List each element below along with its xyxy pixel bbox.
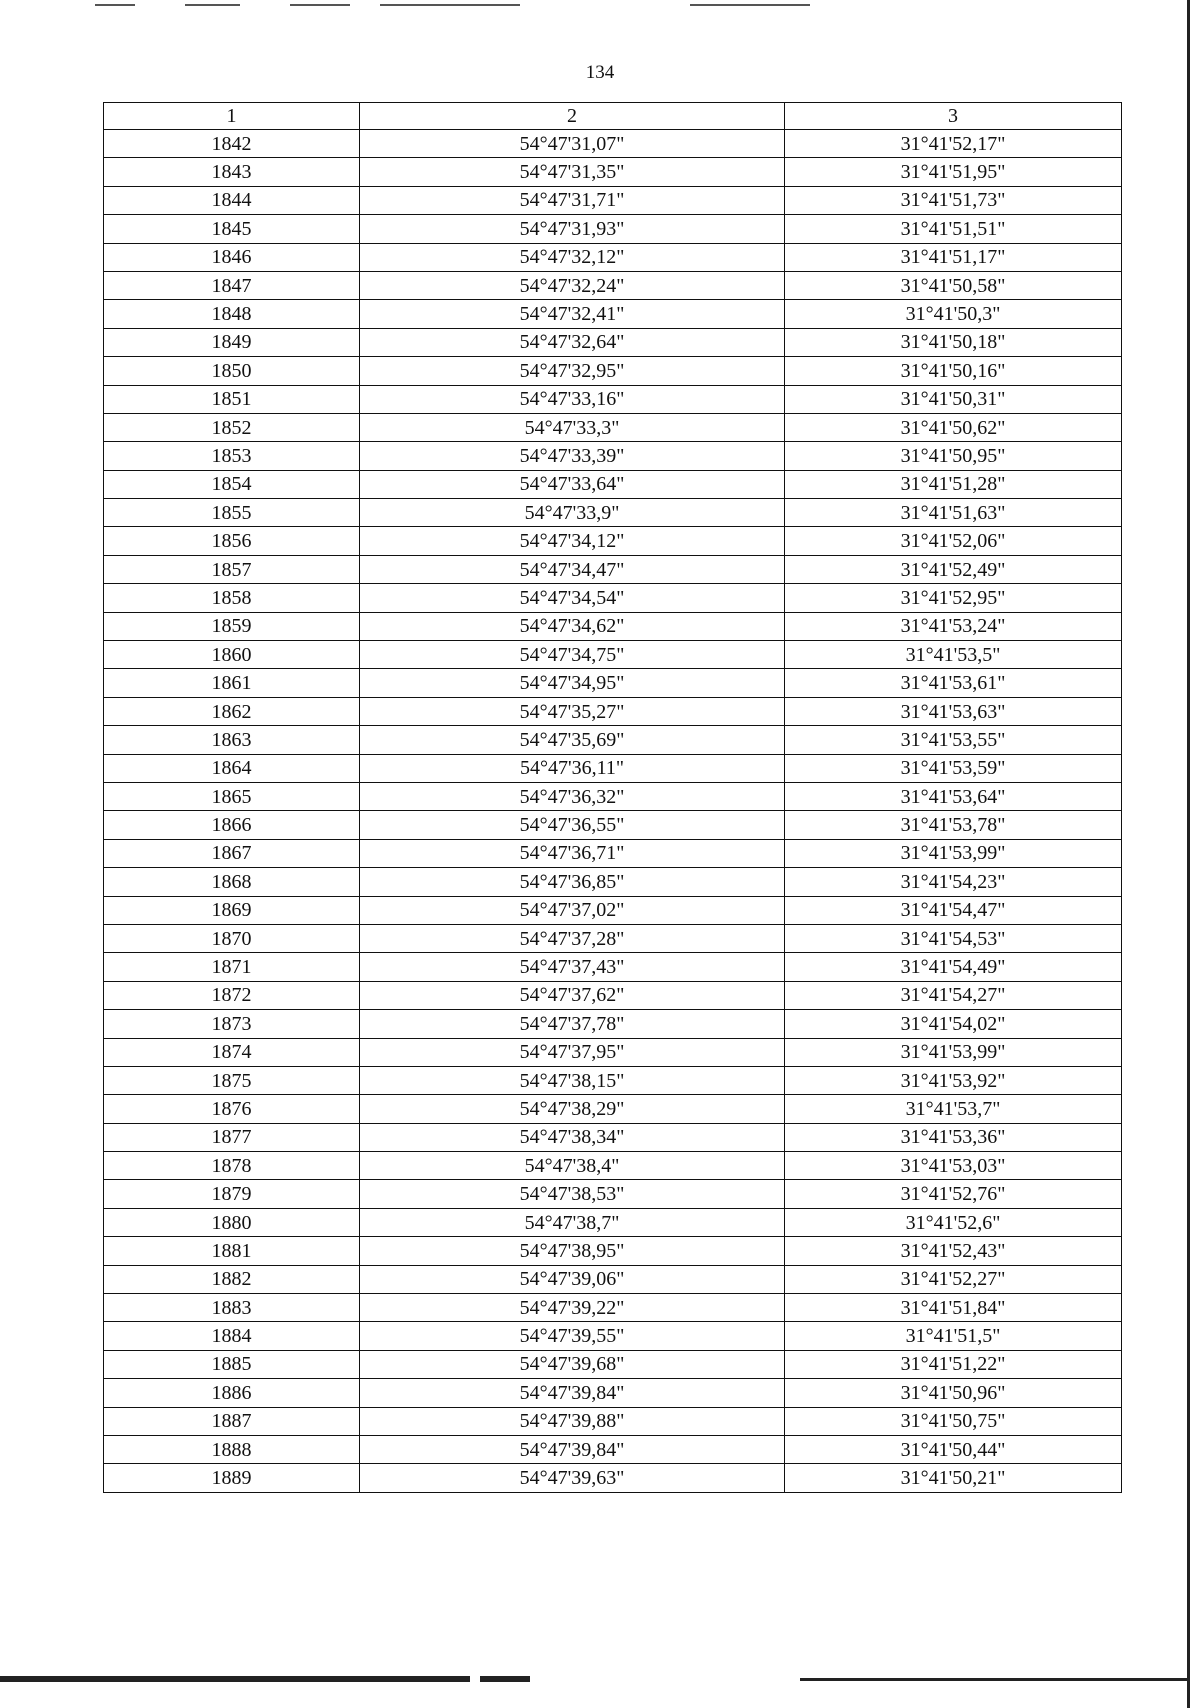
- latitude-cell: 54°47'31,71": [360, 186, 785, 214]
- longitude-cell: 31°41'53,5": [785, 641, 1122, 669]
- point-number-cell: 1873: [104, 1010, 360, 1038]
- point-number-cell: 1849: [104, 328, 360, 356]
- table-row: [104, 1322, 1122, 1350]
- scan-edge-right: [1187, 0, 1190, 1708]
- longitude-cell: 31°41'50,3": [785, 300, 1122, 328]
- point-number-cell: 1883: [104, 1294, 360, 1322]
- table-row: [104, 328, 1122, 356]
- longitude-cell: 31°41'53,63": [785, 697, 1122, 725]
- latitude-cell: 54°47'33,39": [360, 442, 785, 470]
- table-row: [104, 1379, 1122, 1407]
- table-header-row: [104, 103, 1122, 130]
- table-row: [104, 1350, 1122, 1378]
- point-number-cell: 1877: [104, 1123, 360, 1151]
- longitude-cell: 31°41'53,78": [785, 811, 1122, 839]
- point-number-cell: 1879: [104, 1180, 360, 1208]
- table-row: [104, 442, 1122, 470]
- point-number-cell: 1864: [104, 754, 360, 782]
- table-row: [104, 1010, 1122, 1038]
- longitude-cell: 31°41'50,95": [785, 442, 1122, 470]
- point-number-cell: 1855: [104, 499, 360, 527]
- table-row: [104, 584, 1122, 612]
- point-number-cell: 1884: [104, 1322, 360, 1350]
- longitude-cell: 31°41'53,92": [785, 1066, 1122, 1094]
- longitude-cell: 31°41'52,06": [785, 527, 1122, 555]
- longitude-cell: 31°41'54,23": [785, 868, 1122, 896]
- latitude-cell: 54°47'36,11": [360, 754, 785, 782]
- column-header-longitude: 3: [785, 103, 1122, 130]
- point-number-cell: 1887: [104, 1407, 360, 1435]
- table-row: [104, 1407, 1122, 1435]
- scan-edge-top: [690, 4, 810, 6]
- point-number-cell: 1868: [104, 868, 360, 896]
- scan-edge-bottom: [800, 1678, 1190, 1681]
- longitude-cell: 31°41'50,96": [785, 1379, 1122, 1407]
- latitude-cell: 54°47'31,93": [360, 215, 785, 243]
- table-row: [104, 1265, 1122, 1293]
- longitude-cell: 31°41'54,53": [785, 924, 1122, 952]
- table-row: [104, 1294, 1122, 1322]
- point-number-cell: 1872: [104, 981, 360, 1009]
- latitude-cell: 54°47'37,62": [360, 981, 785, 1009]
- longitude-cell: 31°41'51,95": [785, 158, 1122, 186]
- longitude-cell: 31°41'52,6": [785, 1208, 1122, 1236]
- point-number-cell: 1888: [104, 1435, 360, 1463]
- table-row: [104, 1435, 1122, 1463]
- table-row: [104, 782, 1122, 810]
- table-row: [104, 1095, 1122, 1123]
- table-row: [104, 1038, 1122, 1066]
- longitude-cell: 31°41'52,17": [785, 130, 1122, 158]
- table-row: [104, 357, 1122, 385]
- latitude-cell: 54°47'38,34": [360, 1123, 785, 1151]
- table-row: [104, 527, 1122, 555]
- scan-edge-bottom: [0, 1676, 470, 1682]
- point-number-cell: 1848: [104, 300, 360, 328]
- longitude-cell: 31°41'52,95": [785, 584, 1122, 612]
- table-row: [104, 981, 1122, 1009]
- latitude-cell: 54°47'34,75": [360, 641, 785, 669]
- point-number-cell: 1843: [104, 158, 360, 186]
- table-row: [104, 754, 1122, 782]
- point-number-cell: 1845: [104, 215, 360, 243]
- latitude-cell: 54°47'32,41": [360, 300, 785, 328]
- point-number-cell: 1878: [104, 1152, 360, 1180]
- latitude-cell: 54°47'38,53": [360, 1180, 785, 1208]
- table-row: [104, 385, 1122, 413]
- point-number-cell: 1862: [104, 697, 360, 725]
- point-number-cell: 1844: [104, 186, 360, 214]
- table-row: [104, 215, 1122, 243]
- scan-edge-top: [95, 4, 135, 6]
- latitude-cell: 54°47'35,69": [360, 726, 785, 754]
- latitude-cell: 54°47'32,12": [360, 243, 785, 271]
- point-number-cell: 1876: [104, 1095, 360, 1123]
- point-number-cell: 1875: [104, 1066, 360, 1094]
- latitude-cell: 54°47'34,95": [360, 669, 785, 697]
- longitude-cell: 31°41'50,58": [785, 271, 1122, 299]
- latitude-cell: 54°47'32,24": [360, 271, 785, 299]
- latitude-cell: 54°47'39,22": [360, 1294, 785, 1322]
- longitude-cell: 31°41'51,73": [785, 186, 1122, 214]
- longitude-cell: 31°41'51,5": [785, 1322, 1122, 1350]
- point-number-cell: 1874: [104, 1038, 360, 1066]
- latitude-cell: 54°47'33,64": [360, 470, 785, 498]
- table-row: [104, 1464, 1122, 1492]
- table-row: [104, 811, 1122, 839]
- point-number-cell: 1871: [104, 953, 360, 981]
- table-row: [104, 924, 1122, 952]
- table-row: [104, 130, 1122, 158]
- latitude-cell: 54°47'36,32": [360, 782, 785, 810]
- point-number-cell: 1880: [104, 1208, 360, 1236]
- latitude-cell: 54°47'34,62": [360, 612, 785, 640]
- longitude-cell: 31°41'53,64": [785, 782, 1122, 810]
- table-row: [104, 1123, 1122, 1151]
- latitude-cell: 54°47'39,06": [360, 1265, 785, 1293]
- latitude-cell: 54°47'32,64": [360, 328, 785, 356]
- point-number-cell: 1889: [104, 1464, 360, 1492]
- page-number: 134: [585, 62, 615, 83]
- latitude-cell: 54°47'33,3": [360, 413, 785, 441]
- table-row: [104, 186, 1122, 214]
- longitude-cell: 31°41'54,49": [785, 953, 1122, 981]
- longitude-cell: 31°41'53,24": [785, 612, 1122, 640]
- longitude-cell: 31°41'51,17": [785, 243, 1122, 271]
- table-row: [104, 953, 1122, 981]
- point-number-cell: 1854: [104, 470, 360, 498]
- latitude-cell: 54°47'37,43": [360, 953, 785, 981]
- table-row: [104, 868, 1122, 896]
- table-row: [104, 641, 1122, 669]
- table-row: [104, 1208, 1122, 1236]
- longitude-cell: 31°41'51,63": [785, 499, 1122, 527]
- latitude-cell: 54°47'38,4": [360, 1152, 785, 1180]
- longitude-cell: 31°41'52,27": [785, 1265, 1122, 1293]
- longitude-cell: 31°41'51,22": [785, 1350, 1122, 1378]
- longitude-cell: 31°41'54,47": [785, 896, 1122, 924]
- point-number-cell: 1866: [104, 811, 360, 839]
- table-row: [104, 896, 1122, 924]
- longitude-cell: 31°41'53,36": [785, 1123, 1122, 1151]
- table-row: [104, 1180, 1122, 1208]
- latitude-cell: 54°47'39,88": [360, 1407, 785, 1435]
- table-row: [104, 1237, 1122, 1265]
- point-number-cell: 1861: [104, 669, 360, 697]
- latitude-cell: 54°47'36,71": [360, 839, 785, 867]
- table-row: [104, 839, 1122, 867]
- longitude-cell: 31°41'51,28": [785, 470, 1122, 498]
- column-header-number: 1: [104, 103, 360, 130]
- point-number-cell: 1881: [104, 1237, 360, 1265]
- table-row: [104, 726, 1122, 754]
- point-number-cell: 1846: [104, 243, 360, 271]
- latitude-cell: 54°47'39,63": [360, 1464, 785, 1492]
- latitude-cell: 54°47'39,68": [360, 1350, 785, 1378]
- point-number-cell: 1867: [104, 839, 360, 867]
- latitude-cell: 54°47'34,54": [360, 584, 785, 612]
- point-number-cell: 1885: [104, 1350, 360, 1378]
- longitude-cell: 31°41'53,59": [785, 754, 1122, 782]
- table-row: [104, 555, 1122, 583]
- latitude-cell: 54°47'38,29": [360, 1095, 785, 1123]
- point-number-cell: 1869: [104, 896, 360, 924]
- longitude-cell: 31°41'53,03": [785, 1152, 1122, 1180]
- latitude-cell: 54°47'37,95": [360, 1038, 785, 1066]
- latitude-cell: 54°47'31,35": [360, 158, 785, 186]
- latitude-cell: 54°47'38,95": [360, 1237, 785, 1265]
- column-header-latitude: 2: [360, 103, 785, 130]
- latitude-cell: 54°47'39,84": [360, 1435, 785, 1463]
- point-number-cell: 1860: [104, 641, 360, 669]
- point-number-cell: 1870: [104, 924, 360, 952]
- longitude-cell: 31°41'50,16": [785, 357, 1122, 385]
- point-number-cell: 1852: [104, 413, 360, 441]
- longitude-cell: 31°41'50,31": [785, 385, 1122, 413]
- point-number-cell: 1847: [104, 271, 360, 299]
- longitude-cell: 31°41'53,7": [785, 1095, 1122, 1123]
- table-row: [104, 499, 1122, 527]
- latitude-cell: 54°47'37,02": [360, 896, 785, 924]
- table-row: [104, 1066, 1122, 1094]
- table-row: [104, 158, 1122, 186]
- latitude-cell: 54°47'34,47": [360, 555, 785, 583]
- latitude-cell: 54°47'38,7": [360, 1208, 785, 1236]
- point-number-cell: 1853: [104, 442, 360, 470]
- scan-edge-bottom: [480, 1676, 530, 1682]
- latitude-cell: 54°47'32,95": [360, 357, 785, 385]
- longitude-cell: 31°41'52,43": [785, 1237, 1122, 1265]
- point-number-cell: 1858: [104, 584, 360, 612]
- latitude-cell: 54°47'36,55": [360, 811, 785, 839]
- latitude-cell: 54°47'33,9": [360, 499, 785, 527]
- table-row: [104, 413, 1122, 441]
- longitude-cell: 31°41'50,21": [785, 1464, 1122, 1492]
- latitude-cell: 54°47'39,55": [360, 1322, 785, 1350]
- longitude-cell: 31°41'51,51": [785, 215, 1122, 243]
- table-row: [104, 243, 1122, 271]
- longitude-cell: 31°41'50,75": [785, 1407, 1122, 1435]
- longitude-cell: 31°41'53,61": [785, 669, 1122, 697]
- latitude-cell: 54°47'37,78": [360, 1010, 785, 1038]
- table-row: [104, 470, 1122, 498]
- point-number-cell: 1857: [104, 555, 360, 583]
- latitude-cell: 54°47'39,84": [360, 1379, 785, 1407]
- point-number-cell: 1886: [104, 1379, 360, 1407]
- latitude-cell: 54°47'33,16": [360, 385, 785, 413]
- table-body: [104, 130, 1122, 1493]
- longitude-cell: 31°41'53,99": [785, 839, 1122, 867]
- scan-edge-top: [185, 4, 240, 6]
- scan-edge-top: [290, 4, 350, 6]
- longitude-cell: 31°41'50,44": [785, 1435, 1122, 1463]
- point-number-cell: 1850: [104, 357, 360, 385]
- point-number-cell: 1863: [104, 726, 360, 754]
- longitude-cell: 31°41'54,27": [785, 981, 1122, 1009]
- point-number-cell: 1842: [104, 130, 360, 158]
- point-number-cell: 1851: [104, 385, 360, 413]
- latitude-cell: 54°47'35,27": [360, 697, 785, 725]
- latitude-cell: 54°47'37,28": [360, 924, 785, 952]
- longitude-cell: 31°41'52,49": [785, 555, 1122, 583]
- point-number-cell: 1859: [104, 612, 360, 640]
- longitude-cell: 31°41'52,76": [785, 1180, 1122, 1208]
- longitude-cell: 31°41'53,55": [785, 726, 1122, 754]
- coordinates-table: [103, 102, 1122, 1493]
- longitude-cell: 31°41'51,84": [785, 1294, 1122, 1322]
- latitude-cell: 54°47'38,15": [360, 1066, 785, 1094]
- table-row: [104, 612, 1122, 640]
- longitude-cell: 31°41'53,99": [785, 1038, 1122, 1066]
- point-number-cell: 1856: [104, 527, 360, 555]
- table-row: [104, 1152, 1122, 1180]
- latitude-cell: 54°47'31,07": [360, 130, 785, 158]
- table-row: [104, 300, 1122, 328]
- latitude-cell: 54°47'36,85": [360, 868, 785, 896]
- table-row: [104, 669, 1122, 697]
- longitude-cell: 31°41'50,18": [785, 328, 1122, 356]
- longitude-cell: 31°41'54,02": [785, 1010, 1122, 1038]
- point-number-cell: 1865: [104, 782, 360, 810]
- table-row: [104, 697, 1122, 725]
- latitude-cell: 54°47'34,12": [360, 527, 785, 555]
- table-row: [104, 271, 1122, 299]
- point-number-cell: 1882: [104, 1265, 360, 1293]
- longitude-cell: 31°41'50,62": [785, 413, 1122, 441]
- scan-edge-top: [380, 4, 520, 6]
